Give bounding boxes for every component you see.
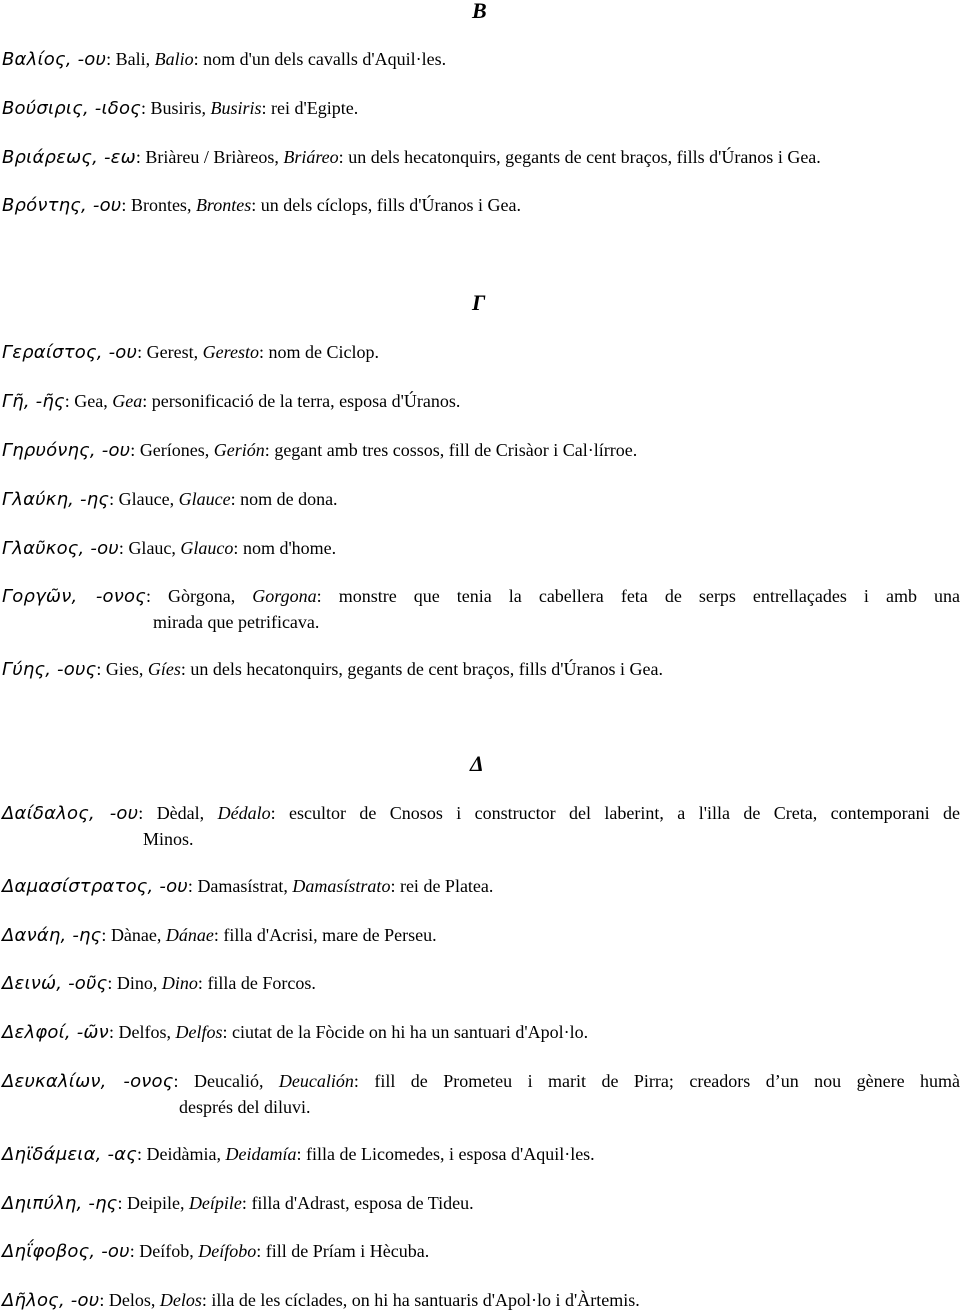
description: fill de Prometeu i marit de Pirra; creadors d’un nou gènere humà [374, 1071, 960, 1091]
greek-term: Βούσιρις, -ιδος [2, 98, 141, 119]
spanish-name: Gíes [147, 659, 181, 679]
spanish-name: Gorgona [252, 586, 317, 606]
spanish-name: Dánae [165, 925, 214, 945]
glossary-entry: Γλαῦκος, -ου: Glauc, Glauco: nom d'home. [2, 538, 337, 559]
description: un dels cíclops, fills d'Úranos i Gea. [260, 195, 521, 215]
catalan-name: Deidàmia [146, 1144, 217, 1164]
glossary-entry: Δηιπύλη, -ης: Deipile, Deípile: filla d'Adrast, esposa de Tideu. [2, 1193, 474, 1214]
greek-term: Δανάη, -ης [2, 925, 102, 946]
section-letter-gamma: Γ [472, 290, 486, 315]
glossary-entry: Δαμασίστρατος, -ου: Damasístrat, Damasístrato: rei de Platea. [2, 876, 494, 897]
description: fill de Príam i Hècuba. [265, 1241, 430, 1261]
greek-term: Δελφοί, -ῶν [2, 1022, 109, 1043]
description: rei de Platea. [399, 876, 494, 896]
glossary-entry: Δεινώ, -οῦς: Dino, Dino: filla de Forcos. [2, 973, 316, 994]
catalan-name: Glauc [128, 538, 172, 558]
greek-term: Δευκαλίων, -ονος [2, 1071, 174, 1092]
spanish-name: Briáreo [283, 147, 339, 167]
description-continuation: Minos. [143, 829, 194, 849]
greek-term: Βαλίος, -ου [2, 49, 107, 70]
greek-term: Γλαῦκος, -ου [2, 538, 119, 559]
catalan-name: Damasístrat [197, 876, 284, 896]
greek-term: Δαμασίστρατος, -ου [2, 876, 188, 897]
glossary-entry: Δευκαλίων, -ονος: Deucalió, Deucalión: fill de Prometeu i marit de Pirra; creadors d’un nou gènere humà [2, 1071, 960, 1092]
glossary-entry: Βριάρεως, -εω: Briàreu / Briàreos, Briáreo: un dels hecatonquirs, gegants de cent braços, fills d'Úranos i Gea. [2, 147, 821, 168]
description-continuation: mirada que petrificava. [153, 612, 320, 632]
glossary-entry: Δῆλος, -ου: Delos, Delos: illa de les cíclades, on hi ha santuaris d'Apol·lo i d'Àrtemis. [2, 1290, 640, 1311]
catalan-name: Glauce [118, 489, 170, 509]
greek-term: Γύης, -ους [2, 659, 97, 680]
description: escultor de Cnosos i constructor del laberint, a l'illa de Creta, contemporani de [289, 803, 960, 823]
glossary-entry: Βούσιρις, -ιδος: Busiris, Busiris: rei d'Egipte. [2, 98, 359, 119]
section-letter-delta: Δ [470, 751, 484, 776]
catalan-name: Delfos [118, 1022, 167, 1042]
greek-term: Γλαύκη, -ης [2, 489, 110, 510]
greek-term: Γεραίστος, -ου [2, 342, 138, 363]
catalan-name: Deucalió [193, 1071, 259, 1091]
description: illa de les cíclades, on hi ha santuaris d'Apol·lo i d'Àrtemis. [211, 1290, 640, 1310]
catalan-name: Brontes [130, 195, 187, 215]
glossary-entry: Δανάη, -ης: Dànae, Dánae: filla d'Acrisi, mare de Perseu. [2, 925, 437, 946]
greek-term: Δηϊδάμεια, -ας [2, 1144, 137, 1165]
description: nom de Ciclop. [268, 342, 379, 362]
greek-term: Γοργῶν, -ονος [2, 586, 146, 607]
greek-term: Γηρυόνης, -ου [2, 440, 131, 461]
catalan-name: Briàreu / Briàreos [145, 147, 275, 167]
catalan-name: Bali [115, 49, 146, 69]
catalan-name: Deífob [139, 1241, 190, 1261]
glossary-entry: Γῆ, -ῆς: Gea, Gea: personificació de la terra, esposa d'Úranos. [2, 391, 461, 412]
greek-term: Βρόντης, -ου [2, 195, 122, 216]
catalan-name: Gea [74, 391, 104, 411]
glossary-entry: Γεραίστος, -ου: Gerest, Geresto: nom de Ciclop. [2, 342, 379, 363]
glossary-entry: Γηρυόνης, -ου: Geríones, Gerión: gegant amb tres cossos, fill de Crisàor i Cal·lírroe. [2, 440, 638, 461]
glossary-entry: Γύης, -ους: Gies, Gíes: un dels hecatonquirs, gegants de cent braços, fills d'Úranos i Gea. [2, 659, 663, 680]
description: nom d'home. [242, 538, 337, 558]
catalan-name: Gies [105, 659, 139, 679]
greek-term: Δῆλος, -ου [2, 1290, 100, 1311]
glossary-entry: Δηϊδάμεια, -ας: Deidàmia, Deidamía: filla de Licomedes, i esposa d'Aquil·les. [2, 1144, 595, 1165]
spanish-name: Geresto [202, 342, 259, 362]
description-continuation: després del diluvi. [179, 1097, 311, 1117]
catalan-name: Dino [116, 973, 153, 993]
spanish-name: Delfos [175, 1022, 223, 1042]
spanish-name: Deidamía [225, 1144, 297, 1164]
spanish-name: Delos [159, 1290, 202, 1310]
description: un dels hecatonquirs, gegants de cent braços, fills d'Úranos i Gea. [190, 659, 663, 679]
description: filla de Licomedes, i esposa d'Aquil·les. [306, 1144, 595, 1164]
description: ciutat de la Fòcide on hi ha un santuari d'Apol·lo. [231, 1022, 589, 1042]
glossary-entry: Γλαύκη, -ης: Glauce, Glauce: nom de dona. [2, 489, 338, 510]
spanish-name: Brontes [195, 195, 252, 215]
greek-term: Δηΐφοβος, -ου [2, 1241, 130, 1262]
greek-term: Γῆ, -ῆς [2, 391, 65, 412]
catalan-name: Delos [108, 1290, 151, 1310]
spanish-name: Glauce [178, 489, 231, 509]
catalan-name: Dèdal [156, 803, 200, 823]
description: nom d'un dels cavalls d'Aquil·les. [203, 49, 447, 69]
catalan-name: Busiris [150, 98, 202, 118]
spanish-name: Balio [154, 49, 194, 69]
catalan-name: Geríones [139, 440, 205, 460]
description: monstre que tenia la cabellera feta de serps entrellaçades i amb una [338, 586, 960, 606]
spanish-name: Dino [161, 973, 198, 993]
description: filla d'Acrisi, mare de Perseu. [223, 925, 437, 945]
section-letter-b: Β [472, 0, 487, 23]
spanish-name: Deípile [188, 1193, 242, 1213]
glossary-entry: Βαλίος, -ου: Bali, Balio: nom d'un dels cavalls d'Aquil·les. [2, 49, 447, 70]
spanish-name: Gerión [213, 440, 265, 460]
spanish-name: Gea [112, 391, 143, 411]
glossary-entry: Γοργῶν, -ονος: Gòrgona, Gorgona: monstre que tenia la cabellera feta de serps entrellaçades i amb una [2, 586, 960, 607]
spanish-name: Damasístrato [292, 876, 391, 896]
greek-term: Δαίδαλος, -ου [2, 803, 139, 824]
description: filla de Forcos. [207, 973, 316, 993]
spanish-name: Deucalión [278, 1071, 354, 1091]
description: personificació de la terra, esposa d'Úranos. [151, 391, 461, 411]
glossary-entry: Δηΐφοβος, -ου: Deífob, Deífobo: fill de Príam i Hècuba. [2, 1241, 430, 1262]
greek-term: Δηιπύλη, -ης [2, 1193, 118, 1214]
description: nom de dona. [240, 489, 338, 509]
spanish-name: Busiris [210, 98, 262, 118]
greek-term: Δεινώ, -οῦς [2, 973, 108, 994]
description: un dels hecatonquirs, gegants de cent braços, fills d'Úranos i Gea. [348, 147, 821, 167]
description: filla d'Adrast, esposa de Tideu. [251, 1193, 474, 1213]
spanish-name: Glauco [180, 538, 234, 558]
description: rei d'Egipte. [271, 98, 359, 118]
glossary-entry: Δελφοί, -ῶν: Delfos, Delfos: ciutat de la Fòcide on hi ha un santuari d'Apol·lo. [2, 1022, 589, 1043]
catalan-name: Dànae [110, 925, 157, 945]
catalan-name: Gòrgona [168, 586, 231, 606]
catalan-name: Gerest [146, 342, 194, 362]
description: gegant amb tres cossos, fill de Crisàor i Cal·lírroe. [274, 440, 638, 460]
catalan-name: Deipile [126, 1193, 180, 1213]
spanish-name: Dédalo [217, 803, 271, 823]
glossary-entry: Βρόντης, -ου: Brontes, Brontes: un dels cíclops, fills d'Úranos i Gea. [2, 195, 521, 216]
greek-term: Βριάρεως, -εω [2, 147, 136, 168]
spanish-name: Deífobo [198, 1241, 257, 1261]
glossary-entry: Δαίδαλος, -ου: Dèdal, Dédalo: escultor de Cnosos i constructor del laberint, a l'illa de Creta, contemporani de [2, 803, 960, 824]
